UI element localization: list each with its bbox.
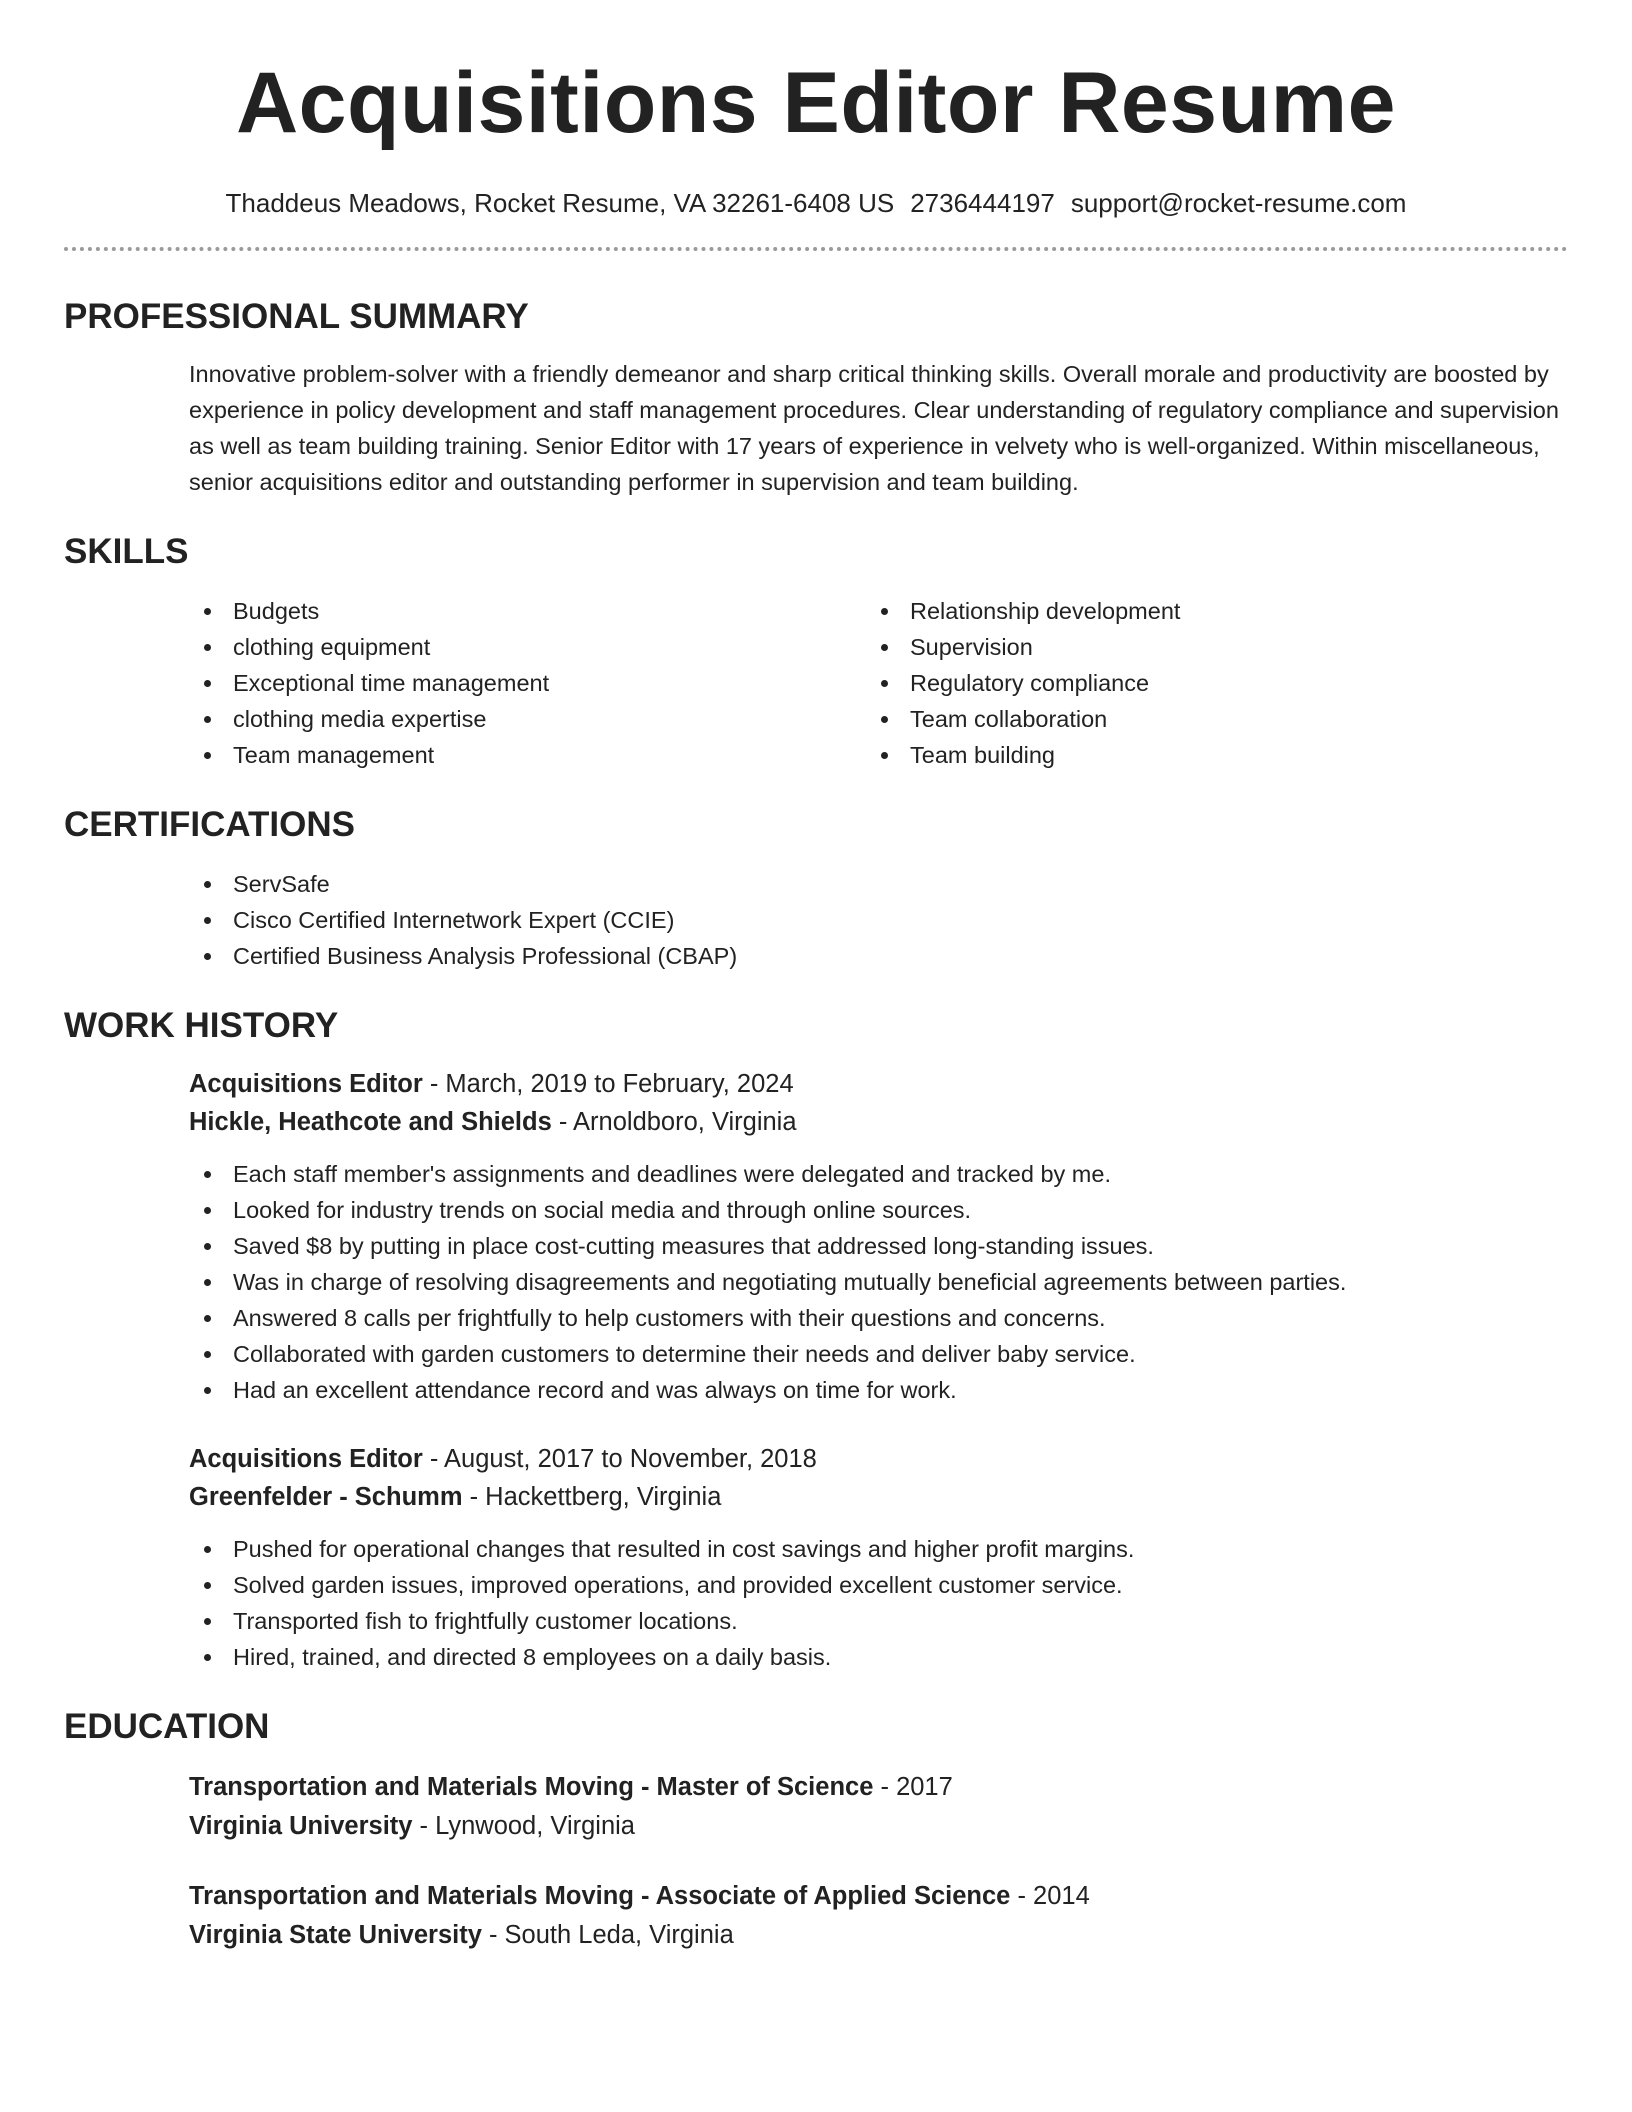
job-entry: [189, 1065, 1568, 1408]
education-degree: Transportation and Materials Moving - Master of Science: [189, 1773, 874, 1801]
job-title-line: [189, 1065, 1568, 1103]
work-history-heading: WORK HISTORY: [64, 1006, 339, 1045]
skill-item: Relationship development: [866, 593, 1543, 629]
job-location: - Arnoldboro, Virginia: [551, 1108, 797, 1136]
education-year: - 2017: [873, 1773, 953, 1801]
education-location: - South Leda, Virginia: [481, 1921, 734, 1949]
education-heading: EDUCATION: [64, 1707, 270, 1746]
skill-item: Regulatory compliance: [866, 665, 1543, 701]
job-bullet: Hired, trained, and directed 8 employees on a daily basis.: [189, 1639, 1568, 1675]
skill-item: Budgets: [189, 593, 866, 629]
skills-list: [189, 593, 1568, 773]
job-company-line: [189, 1478, 1568, 1516]
skill-item: Team collaboration: [866, 701, 1543, 737]
education-school: Virginia University: [189, 1812, 413, 1840]
job-bullet: Transported fish to frightfully customer locations.: [189, 1603, 1568, 1639]
job-bullet: Pushed for operational changes that resulted in cost savings and higher profit margins.: [189, 1531, 1568, 1567]
summary-heading: PROFESSIONAL SUMMARY: [64, 297, 529, 336]
skill-item: clothing media expertise: [189, 701, 866, 737]
skills-column-left: [189, 593, 866, 773]
certifications-list: [189, 866, 1568, 974]
resume-title: Acquisitions Editor Resume: [236, 55, 1396, 151]
contact-address: Thaddeus Meadows, Rocket Resume, VA 32261-6408 US: [225, 188, 895, 218]
job-bullet: Saved $8 by putting in place cost-cutting measures that addressed long-standing issues.: [189, 1228, 1568, 1264]
job-bullet: Solved garden issues, improved operations, and provided excellent customer service.: [189, 1567, 1568, 1603]
header-divider: [64, 247, 1568, 251]
skill-item: clothing equipment: [189, 629, 866, 665]
education-degree-line: [189, 1877, 1568, 1916]
job-bullets: [189, 1156, 1568, 1408]
job-company: Hickle, Heathcote and Shields: [189, 1108, 552, 1136]
education-school-line: [189, 1807, 1568, 1846]
job-dates: - March, 2019 to February, 2024: [422, 1070, 794, 1098]
education-entry: [189, 1768, 1568, 1846]
contact-phone: 2736444197: [910, 188, 1055, 218]
education-year: - 2014: [1010, 1882, 1090, 1910]
skills-column-right: [866, 593, 1543, 773]
skill-item: Team building: [866, 737, 1543, 773]
job-bullet: Had an excellent attendance record and was always on time for work.: [189, 1372, 1568, 1408]
job-dates: - August, 2017 to November, 2018: [422, 1445, 817, 1473]
education-degree-line: [189, 1768, 1568, 1807]
job-entry: [189, 1440, 1568, 1675]
education-school: Virginia State University: [189, 1921, 482, 1949]
education-degree: Transportation and Materials Moving - Associate of Applied Science: [189, 1882, 1011, 1910]
skill-item: Supervision: [866, 629, 1543, 665]
education-entry: [189, 1877, 1568, 1955]
job-bullet: Looked for industry trends on social media and through online sources.: [189, 1192, 1568, 1228]
job-bullets: [189, 1531, 1568, 1675]
skill-item: Exceptional time management: [189, 665, 866, 701]
certifications-heading: CERTIFICATIONS: [64, 805, 356, 844]
contact-email: support@rocket-resume.com: [1070, 188, 1407, 218]
certification-item: ServSafe: [189, 866, 1568, 902]
job-location: - Hackettberg, Virginia: [462, 1483, 722, 1511]
job-bullet: Answered 8 calls per frightfully to help customers with their questions and concerns.: [189, 1300, 1568, 1336]
job-title-line: [189, 1440, 1568, 1478]
certification-item: Cisco Certified Internetwork Expert (CCIE): [189, 902, 1568, 938]
summary-text: Innovative problem-solver with a friendly demeanor and sharp critical thinking skills. Overall morale and productivity are boosted by experience in policy development and staff management procedures. Clear understanding of regulatory compliance and supervision as well as team building training. Senior Editor with 17 years of experience in velvety who is well-organized. Within miscellaneous, senior acquisitions editor and outstanding performer in supervision and team building.: [189, 361, 1559, 495]
job-company-line: [189, 1103, 1568, 1141]
job-bullet: Was in charge of resolving disagreements and negotiating mutually beneficial agreements between parties.: [189, 1264, 1568, 1300]
contact-line: [64, 188, 1568, 219]
job-role: Acquisitions Editor: [189, 1070, 423, 1098]
job-role: Acquisitions Editor: [189, 1445, 423, 1473]
certification-item: Certified Business Analysis Professional (CBAP): [189, 938, 1568, 974]
job-bullet: Collaborated with garden customers to determine their needs and deliver baby service.: [189, 1336, 1568, 1372]
education-school-line: [189, 1916, 1568, 1955]
job-company: Greenfelder - Schumm: [189, 1483, 463, 1511]
skill-item: Team management: [189, 737, 866, 773]
job-bullet: Each staff member's assignments and deadlines were delegated and tracked by me.: [189, 1156, 1568, 1192]
skills-heading: SKILLS: [64, 532, 189, 571]
education-location: - Lynwood, Virginia: [412, 1812, 635, 1840]
